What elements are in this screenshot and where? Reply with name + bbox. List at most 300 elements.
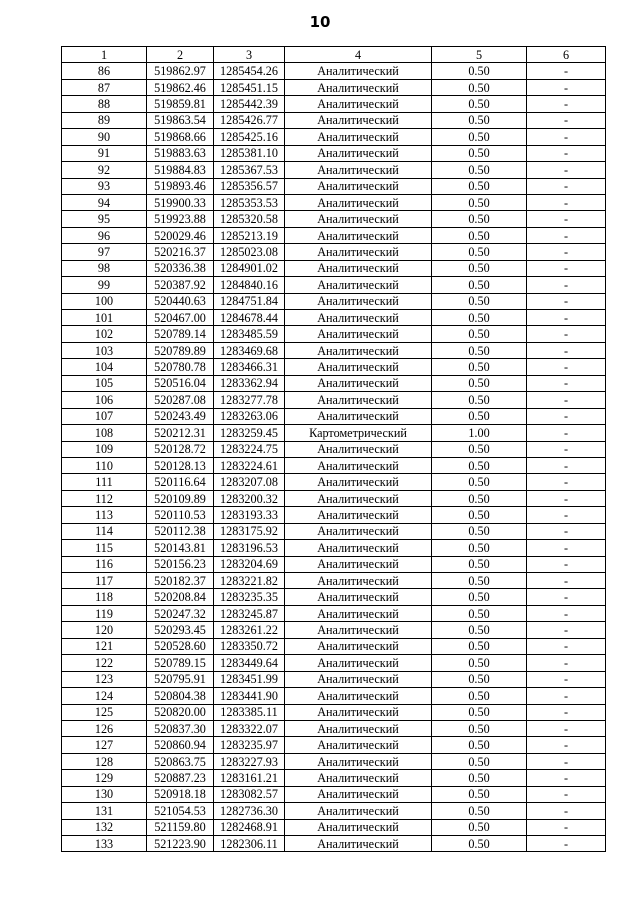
method-cell: Аналитический bbox=[285, 474, 432, 490]
note-cell: - bbox=[527, 408, 606, 424]
point-number-cell: 112 bbox=[62, 490, 147, 506]
note-cell: - bbox=[527, 260, 606, 276]
method-cell: Аналитический bbox=[285, 310, 432, 326]
point-number-cell: 89 bbox=[62, 112, 147, 128]
method-cell: Аналитический bbox=[285, 277, 432, 293]
method-cell: Аналитический bbox=[285, 260, 432, 276]
x-coordinate-cell: 520387.92 bbox=[147, 277, 214, 293]
note-cell: - bbox=[527, 671, 606, 687]
x-coordinate-cell: 520795.91 bbox=[147, 671, 214, 687]
note-cell: - bbox=[527, 277, 606, 293]
y-coordinate-cell: 1283235.97 bbox=[214, 737, 285, 753]
accuracy-cell: 0.50 bbox=[432, 523, 527, 539]
y-coordinate-cell: 1283175.92 bbox=[214, 523, 285, 539]
x-coordinate-cell: 519900.33 bbox=[147, 194, 214, 210]
note-cell: - bbox=[527, 540, 606, 556]
table-row bbox=[62, 342, 606, 358]
x-coordinate-cell: 520820.00 bbox=[147, 704, 214, 720]
point-number-cell: 100 bbox=[62, 293, 147, 309]
note-cell: - bbox=[527, 392, 606, 408]
accuracy-cell: 0.50 bbox=[432, 819, 527, 835]
note-cell: - bbox=[527, 474, 606, 490]
y-coordinate-cell: 1285426.77 bbox=[214, 112, 285, 128]
x-coordinate-cell: 520336.38 bbox=[147, 260, 214, 276]
accuracy-cell: 0.50 bbox=[432, 293, 527, 309]
method-cell: Аналитический bbox=[285, 688, 432, 704]
table-row bbox=[62, 720, 606, 736]
note-cell: - bbox=[527, 507, 606, 523]
point-number-cell: 107 bbox=[62, 408, 147, 424]
point-number-cell: 88 bbox=[62, 96, 147, 112]
x-coordinate-cell: 520780.78 bbox=[147, 359, 214, 375]
table-row bbox=[62, 573, 606, 589]
table-row bbox=[62, 326, 606, 342]
note-cell: - bbox=[527, 425, 606, 441]
note-cell: - bbox=[527, 704, 606, 720]
accuracy-cell: 0.50 bbox=[432, 408, 527, 424]
table-row bbox=[62, 63, 606, 79]
table-row bbox=[62, 737, 606, 753]
table-row bbox=[62, 786, 606, 802]
table-body bbox=[62, 47, 606, 852]
point-number-cell: 122 bbox=[62, 655, 147, 671]
accuracy-cell: 0.50 bbox=[432, 836, 527, 852]
table-row bbox=[62, 753, 606, 769]
x-coordinate-cell: 520863.75 bbox=[147, 753, 214, 769]
method-cell: Аналитический bbox=[285, 244, 432, 260]
accuracy-cell: 0.50 bbox=[432, 359, 527, 375]
point-number-cell: 117 bbox=[62, 573, 147, 589]
note-cell: - bbox=[527, 342, 606, 358]
table-row bbox=[62, 96, 606, 112]
x-coordinate-cell: 520287.08 bbox=[147, 392, 214, 408]
y-coordinate-cell: 1283261.22 bbox=[214, 622, 285, 638]
accuracy-cell: 0.50 bbox=[432, 507, 527, 523]
table-row bbox=[62, 227, 606, 243]
x-coordinate-cell: 520247.32 bbox=[147, 605, 214, 621]
accuracy-cell: 0.50 bbox=[432, 457, 527, 473]
point-number-cell: 99 bbox=[62, 277, 147, 293]
method-cell: Аналитический bbox=[285, 293, 432, 309]
note-cell: - bbox=[527, 293, 606, 309]
y-coordinate-cell: 1283441.90 bbox=[214, 688, 285, 704]
y-coordinate-cell: 1285454.26 bbox=[214, 63, 285, 79]
method-cell: Картометрический bbox=[285, 425, 432, 441]
y-coordinate-cell: 1283277.78 bbox=[214, 392, 285, 408]
accuracy-cell: 0.50 bbox=[432, 96, 527, 112]
note-cell: - bbox=[527, 589, 606, 605]
y-coordinate-cell: 1284751.84 bbox=[214, 293, 285, 309]
note-cell: - bbox=[527, 490, 606, 506]
x-coordinate-cell: 520109.89 bbox=[147, 490, 214, 506]
accuracy-cell: 0.50 bbox=[432, 162, 527, 178]
point-number-cell: 96 bbox=[62, 227, 147, 243]
note-cell: - bbox=[527, 441, 606, 457]
y-coordinate-cell: 1283224.61 bbox=[214, 457, 285, 473]
method-cell: Аналитический bbox=[285, 375, 432, 391]
header-cell: 6 bbox=[527, 47, 606, 63]
accuracy-cell: 0.50 bbox=[432, 573, 527, 589]
note-cell: - bbox=[527, 638, 606, 654]
y-coordinate-cell: 1285320.58 bbox=[214, 211, 285, 227]
x-coordinate-cell: 520860.94 bbox=[147, 737, 214, 753]
y-coordinate-cell: 1284678.44 bbox=[214, 310, 285, 326]
x-coordinate-cell: 519868.66 bbox=[147, 129, 214, 145]
note-cell: - bbox=[527, 227, 606, 243]
x-coordinate-cell: 520143.81 bbox=[147, 540, 214, 556]
y-coordinate-cell: 1283196.53 bbox=[214, 540, 285, 556]
point-number-cell: 101 bbox=[62, 310, 147, 326]
y-coordinate-cell: 1285451.15 bbox=[214, 79, 285, 95]
y-coordinate-cell: 1283221.82 bbox=[214, 573, 285, 589]
table-row bbox=[62, 474, 606, 490]
note-cell: - bbox=[527, 194, 606, 210]
table-row bbox=[62, 194, 606, 210]
note-cell: - bbox=[527, 211, 606, 227]
method-cell: Аналитический bbox=[285, 129, 432, 145]
point-number-cell: 104 bbox=[62, 359, 147, 375]
x-coordinate-cell: 521159.80 bbox=[147, 819, 214, 835]
x-coordinate-cell: 520212.31 bbox=[147, 425, 214, 441]
x-coordinate-cell: 520789.14 bbox=[147, 326, 214, 342]
table-row bbox=[62, 836, 606, 852]
method-cell: Аналитический bbox=[285, 490, 432, 506]
point-number-cell: 128 bbox=[62, 753, 147, 769]
y-coordinate-cell: 1283385.11 bbox=[214, 704, 285, 720]
accuracy-cell: 0.50 bbox=[432, 178, 527, 194]
table-row bbox=[62, 803, 606, 819]
method-cell: Аналитический bbox=[285, 359, 432, 375]
table-row bbox=[62, 162, 606, 178]
x-coordinate-cell: 519893.46 bbox=[147, 178, 214, 194]
method-cell: Аналитический bbox=[285, 145, 432, 161]
table-row bbox=[62, 129, 606, 145]
note-cell: - bbox=[527, 622, 606, 638]
note-cell: - bbox=[527, 836, 606, 852]
table-row bbox=[62, 112, 606, 128]
table-row bbox=[62, 408, 606, 424]
note-cell: - bbox=[527, 63, 606, 79]
table-row bbox=[62, 770, 606, 786]
accuracy-cell: 0.50 bbox=[432, 441, 527, 457]
accuracy-cell: 0.50 bbox=[432, 540, 527, 556]
y-coordinate-cell: 1283245.87 bbox=[214, 605, 285, 621]
table-row bbox=[62, 540, 606, 556]
accuracy-cell: 0.50 bbox=[432, 326, 527, 342]
table-row bbox=[62, 819, 606, 835]
x-coordinate-cell: 520128.72 bbox=[147, 441, 214, 457]
method-cell: Аналитический bbox=[285, 638, 432, 654]
x-coordinate-cell: 520216.37 bbox=[147, 244, 214, 260]
accuracy-cell: 0.50 bbox=[432, 474, 527, 490]
point-number-cell: 93 bbox=[62, 178, 147, 194]
method-cell: Аналитический bbox=[285, 589, 432, 605]
accuracy-cell: 0.50 bbox=[432, 490, 527, 506]
point-number-cell: 127 bbox=[62, 737, 147, 753]
x-coordinate-cell: 519923.88 bbox=[147, 211, 214, 227]
y-coordinate-cell: 1284901.02 bbox=[214, 260, 285, 276]
table-row bbox=[62, 293, 606, 309]
method-cell: Аналитический bbox=[285, 79, 432, 95]
x-coordinate-cell: 519883.63 bbox=[147, 145, 214, 161]
y-coordinate-cell: 1283082.57 bbox=[214, 786, 285, 802]
y-coordinate-cell: 1283204.69 bbox=[214, 556, 285, 572]
x-coordinate-cell: 520440.63 bbox=[147, 293, 214, 309]
note-cell: - bbox=[527, 819, 606, 835]
note-cell: - bbox=[527, 720, 606, 736]
point-number-cell: 132 bbox=[62, 819, 147, 835]
table-row bbox=[62, 556, 606, 572]
method-cell: Аналитический bbox=[285, 819, 432, 835]
note-cell: - bbox=[527, 162, 606, 178]
point-number-cell: 97 bbox=[62, 244, 147, 260]
accuracy-cell: 0.50 bbox=[432, 227, 527, 243]
header-cell: 3 bbox=[214, 47, 285, 63]
note-cell: - bbox=[527, 573, 606, 589]
note-cell: - bbox=[527, 655, 606, 671]
note-cell: - bbox=[527, 688, 606, 704]
table-row bbox=[62, 375, 606, 391]
y-coordinate-cell: 1283350.72 bbox=[214, 638, 285, 654]
y-coordinate-cell: 1285425.16 bbox=[214, 129, 285, 145]
table-row bbox=[62, 671, 606, 687]
point-number-cell: 120 bbox=[62, 622, 147, 638]
x-coordinate-cell: 520467.00 bbox=[147, 310, 214, 326]
accuracy-cell: 0.50 bbox=[432, 260, 527, 276]
accuracy-cell: 0.50 bbox=[432, 803, 527, 819]
y-coordinate-cell: 1283235.35 bbox=[214, 589, 285, 605]
x-coordinate-cell: 520112.38 bbox=[147, 523, 214, 539]
table-row bbox=[62, 655, 606, 671]
note-cell: - bbox=[527, 753, 606, 769]
method-cell: Аналитический bbox=[285, 457, 432, 473]
x-coordinate-cell: 520804.38 bbox=[147, 688, 214, 704]
x-coordinate-cell: 520837.30 bbox=[147, 720, 214, 736]
method-cell: Аналитический bbox=[285, 342, 432, 358]
note-cell: - bbox=[527, 605, 606, 621]
note-cell: - bbox=[527, 96, 606, 112]
method-cell: Аналитический bbox=[285, 770, 432, 786]
point-number-cell: 119 bbox=[62, 605, 147, 621]
method-cell: Аналитический bbox=[285, 573, 432, 589]
table-header-row bbox=[62, 47, 606, 63]
table-row bbox=[62, 277, 606, 293]
x-coordinate-cell: 520528.60 bbox=[147, 638, 214, 654]
x-coordinate-cell: 520128.13 bbox=[147, 457, 214, 473]
table-row bbox=[62, 441, 606, 457]
accuracy-cell: 0.50 bbox=[432, 655, 527, 671]
y-coordinate-cell: 1282736.30 bbox=[214, 803, 285, 819]
table-row bbox=[62, 490, 606, 506]
x-coordinate-cell: 520208.84 bbox=[147, 589, 214, 605]
accuracy-cell: 0.50 bbox=[432, 589, 527, 605]
method-cell: Аналитический bbox=[285, 836, 432, 852]
table-row bbox=[62, 392, 606, 408]
x-coordinate-cell: 520887.23 bbox=[147, 770, 214, 786]
y-coordinate-cell: 1283362.94 bbox=[214, 375, 285, 391]
note-cell: - bbox=[527, 770, 606, 786]
point-number-cell: 106 bbox=[62, 392, 147, 408]
accuracy-cell: 0.50 bbox=[432, 310, 527, 326]
method-cell: Аналитический bbox=[285, 507, 432, 523]
method-cell: Аналитический bbox=[285, 194, 432, 210]
point-number-cell: 124 bbox=[62, 688, 147, 704]
note-cell: - bbox=[527, 523, 606, 539]
point-number-cell: 123 bbox=[62, 671, 147, 687]
accuracy-cell: 0.50 bbox=[432, 244, 527, 260]
table-row bbox=[62, 605, 606, 621]
note-cell: - bbox=[527, 79, 606, 95]
point-number-cell: 118 bbox=[62, 589, 147, 605]
y-coordinate-cell: 1283322.07 bbox=[214, 720, 285, 736]
y-coordinate-cell: 1283200.32 bbox=[214, 490, 285, 506]
header-cell: 2 bbox=[147, 47, 214, 63]
accuracy-cell: 0.50 bbox=[432, 605, 527, 621]
method-cell: Аналитический bbox=[285, 326, 432, 342]
method-cell: Аналитический bbox=[285, 523, 432, 539]
table-row bbox=[62, 79, 606, 95]
point-number-cell: 92 bbox=[62, 162, 147, 178]
accuracy-cell: 0.50 bbox=[432, 112, 527, 128]
note-cell: - bbox=[527, 310, 606, 326]
table-row bbox=[62, 622, 606, 638]
accuracy-cell: 0.50 bbox=[432, 786, 527, 802]
point-number-cell: 110 bbox=[62, 457, 147, 473]
x-coordinate-cell: 521223.90 bbox=[147, 836, 214, 852]
note-cell: - bbox=[527, 244, 606, 260]
point-number-cell: 103 bbox=[62, 342, 147, 358]
y-coordinate-cell: 1282468.91 bbox=[214, 819, 285, 835]
accuracy-cell: 0.50 bbox=[432, 145, 527, 161]
accuracy-cell: 0.50 bbox=[432, 720, 527, 736]
accuracy-cell: 0.50 bbox=[432, 211, 527, 227]
method-cell: Аналитический bbox=[285, 753, 432, 769]
method-cell: Аналитический bbox=[285, 671, 432, 687]
y-coordinate-cell: 1283259.45 bbox=[214, 425, 285, 441]
note-cell: - bbox=[527, 112, 606, 128]
table-row bbox=[62, 359, 606, 375]
point-number-cell: 111 bbox=[62, 474, 147, 490]
point-number-cell: 94 bbox=[62, 194, 147, 210]
accuracy-cell: 0.50 bbox=[432, 342, 527, 358]
point-number-cell: 129 bbox=[62, 770, 147, 786]
point-number-cell: 90 bbox=[62, 129, 147, 145]
note-cell: - bbox=[527, 786, 606, 802]
coordinates-table bbox=[61, 46, 606, 852]
page-number: 10 bbox=[309, 13, 331, 31]
table-row bbox=[62, 638, 606, 654]
point-number-cell: 125 bbox=[62, 704, 147, 720]
method-cell: Аналитический bbox=[285, 392, 432, 408]
method-cell: Аналитический bbox=[285, 63, 432, 79]
accuracy-cell: 1.00 bbox=[432, 425, 527, 441]
method-cell: Аналитический bbox=[285, 786, 432, 802]
y-coordinate-cell: 1283263.06 bbox=[214, 408, 285, 424]
y-coordinate-cell: 1282306.11 bbox=[214, 836, 285, 852]
point-number-cell: 98 bbox=[62, 260, 147, 276]
accuracy-cell: 0.50 bbox=[432, 704, 527, 720]
x-coordinate-cell: 521054.53 bbox=[147, 803, 214, 819]
point-number-cell: 108 bbox=[62, 425, 147, 441]
x-coordinate-cell: 519862.46 bbox=[147, 79, 214, 95]
y-coordinate-cell: 1283224.75 bbox=[214, 441, 285, 457]
x-coordinate-cell: 519859.81 bbox=[147, 96, 214, 112]
x-coordinate-cell: 520789.15 bbox=[147, 655, 214, 671]
method-cell: Аналитический bbox=[285, 737, 432, 753]
y-coordinate-cell: 1283485.59 bbox=[214, 326, 285, 342]
method-cell: Аналитический bbox=[285, 720, 432, 736]
accuracy-cell: 0.50 bbox=[432, 622, 527, 638]
accuracy-cell: 0.50 bbox=[432, 671, 527, 687]
method-cell: Аналитический bbox=[285, 803, 432, 819]
x-coordinate-cell: 519863.54 bbox=[147, 112, 214, 128]
method-cell: Аналитический bbox=[285, 211, 432, 227]
accuracy-cell: 0.50 bbox=[432, 375, 527, 391]
note-cell: - bbox=[527, 178, 606, 194]
header-cell: 5 bbox=[432, 47, 527, 63]
x-coordinate-cell: 520918.18 bbox=[147, 786, 214, 802]
x-coordinate-cell: 520110.53 bbox=[147, 507, 214, 523]
y-coordinate-cell: 1285442.39 bbox=[214, 96, 285, 112]
y-coordinate-cell: 1283193.33 bbox=[214, 507, 285, 523]
y-coordinate-cell: 1285367.53 bbox=[214, 162, 285, 178]
note-cell: - bbox=[527, 129, 606, 145]
point-number-cell: 87 bbox=[62, 79, 147, 95]
table-row bbox=[62, 507, 606, 523]
method-cell: Аналитический bbox=[285, 112, 432, 128]
point-number-cell: 105 bbox=[62, 375, 147, 391]
point-number-cell: 91 bbox=[62, 145, 147, 161]
header-cell: 4 bbox=[285, 47, 432, 63]
note-cell: - bbox=[527, 457, 606, 473]
y-coordinate-cell: 1283469.68 bbox=[214, 342, 285, 358]
method-cell: Аналитический bbox=[285, 227, 432, 243]
x-coordinate-cell: 520243.49 bbox=[147, 408, 214, 424]
note-cell: - bbox=[527, 556, 606, 572]
accuracy-cell: 0.50 bbox=[432, 63, 527, 79]
y-coordinate-cell: 1283161.21 bbox=[214, 770, 285, 786]
y-coordinate-cell: 1283227.93 bbox=[214, 753, 285, 769]
point-number-cell: 95 bbox=[62, 211, 147, 227]
x-coordinate-cell: 520029.46 bbox=[147, 227, 214, 243]
x-coordinate-cell: 520516.04 bbox=[147, 375, 214, 391]
table-row bbox=[62, 425, 606, 441]
table-row bbox=[62, 260, 606, 276]
point-number-cell: 114 bbox=[62, 523, 147, 539]
y-coordinate-cell: 1283451.99 bbox=[214, 671, 285, 687]
table-row bbox=[62, 145, 606, 161]
x-coordinate-cell: 519884.83 bbox=[147, 162, 214, 178]
x-coordinate-cell: 520182.37 bbox=[147, 573, 214, 589]
y-coordinate-cell: 1283449.64 bbox=[214, 655, 285, 671]
table-row bbox=[62, 244, 606, 260]
accuracy-cell: 0.50 bbox=[432, 129, 527, 145]
table-row bbox=[62, 178, 606, 194]
method-cell: Аналитический bbox=[285, 540, 432, 556]
point-number-cell: 131 bbox=[62, 803, 147, 819]
x-coordinate-cell: 519862.97 bbox=[147, 63, 214, 79]
method-cell: Аналитический bbox=[285, 605, 432, 621]
method-cell: Аналитический bbox=[285, 622, 432, 638]
point-number-cell: 113 bbox=[62, 507, 147, 523]
y-coordinate-cell: 1285356.57 bbox=[214, 178, 285, 194]
x-coordinate-cell: 520156.23 bbox=[147, 556, 214, 572]
note-cell: - bbox=[527, 359, 606, 375]
accuracy-cell: 0.50 bbox=[432, 737, 527, 753]
y-coordinate-cell: 1285353.53 bbox=[214, 194, 285, 210]
accuracy-cell: 0.50 bbox=[432, 753, 527, 769]
y-coordinate-cell: 1285381.10 bbox=[214, 145, 285, 161]
